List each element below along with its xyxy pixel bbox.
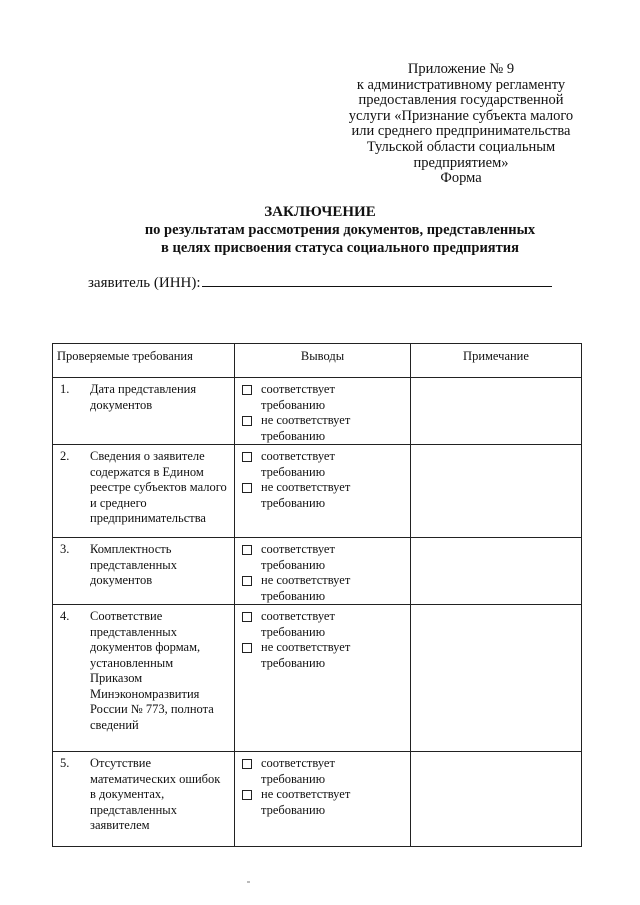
appendix-line: предоставления государственной (358, 92, 564, 109)
applicant-inn-blank[interactable] (202, 272, 552, 287)
document-subtitle (100, 222, 580, 257)
checkbox-icon[interactable] (242, 576, 252, 586)
applicant-field (88, 272, 552, 292)
conclusion-cell (235, 445, 411, 538)
table-row (53, 752, 582, 847)
option-meets[interactable] (235, 542, 410, 573)
note-cell[interactable] (411, 445, 582, 538)
appendix-header (330, 62, 592, 187)
requirement-cell (53, 752, 235, 847)
requirement-cell (53, 538, 235, 605)
checkbox-icon[interactable] (242, 452, 252, 462)
option-meets[interactable] (235, 756, 410, 787)
option-label: не соответствует требованию (261, 573, 351, 603)
option-label: не соответствует требованию (261, 640, 351, 670)
checkbox-icon[interactable] (242, 385, 252, 395)
appendix-form-label: Форма (440, 170, 482, 187)
appendix-line: Тульской области социальным (366, 138, 556, 155)
checkbox-icon[interactable] (242, 643, 252, 653)
requirement-text: Сведения о заявителе содержатся в Едином реестре субъектов малого и среднего предпринимательства (90, 449, 227, 525)
conclusion-cell (235, 378, 411, 445)
option-not-meets[interactable] (235, 480, 410, 511)
option-label: соответствует требованию (261, 756, 335, 786)
note-cell[interactable] (411, 605, 582, 752)
checkbox-icon[interactable] (242, 759, 252, 769)
subtitle-line-1: по результатам рассмотрения документов, представленных (144, 222, 536, 238)
option-label: не соответствует требованию (261, 413, 351, 443)
conclusion-cell (235, 752, 411, 847)
header-conclusions: Выводы (235, 344, 411, 378)
applicant-label: заявитель (ИНН): (88, 275, 201, 291)
checkbox-icon[interactable] (242, 790, 252, 800)
checkbox-icon[interactable] (242, 612, 252, 622)
option-label: соответствует требованию (261, 382, 335, 412)
appendix-line: Приложение № 9 (407, 61, 515, 77)
checkbox-icon[interactable] (242, 483, 252, 493)
row-number: 4. (60, 609, 70, 623)
appendix-line: услуги «Признание субъекта малого (348, 107, 574, 124)
note-cell[interactable] (411, 752, 582, 847)
note-cell[interactable] (411, 538, 582, 605)
option-label: соответствует требованию (261, 609, 335, 639)
option-not-meets[interactable] (235, 787, 410, 818)
header-notes: Примечание (411, 344, 582, 378)
conclusion-cell (235, 538, 411, 605)
checkbox-icon[interactable] (242, 416, 252, 426)
checkbox-icon[interactable] (242, 545, 252, 555)
row-number: 3. (60, 542, 70, 556)
document-title: ЗАКЛЮЧЕНИЕ (264, 204, 376, 220)
option-not-meets[interactable] (235, 640, 410, 671)
option-meets[interactable] (235, 609, 410, 640)
requirement-cell (53, 605, 235, 752)
option-meets[interactable] (235, 449, 410, 480)
option-label: соответствует требованию (261, 542, 335, 572)
requirement-text: Дата представления документов (90, 382, 197, 412)
row-number: 5. (60, 756, 70, 770)
header-requirements: Проверяемые требования (53, 344, 235, 378)
requirement-text: Соответствие представленных документов формам, установленным Приказом Минэкономразвития России № 773, полнота сведений (90, 609, 214, 732)
requirement-text: Комплектность представленных документов (90, 542, 177, 587)
appendix-line: предприятием» (413, 154, 509, 171)
table-row (53, 378, 582, 445)
subtitle-line-2: в целях присвоения статуса социального предприятия (161, 239, 519, 256)
appendix-line: к административному регламенту (356, 76, 566, 93)
table-row (53, 445, 582, 538)
row-number: 1. (60, 382, 70, 396)
note-cell[interactable] (411, 378, 582, 445)
requirement-cell (53, 445, 235, 538)
row-number: 2. (60, 449, 70, 463)
requirements-table (52, 343, 582, 847)
requirement-cell (53, 378, 235, 445)
table-row (53, 538, 582, 605)
table-row (53, 605, 582, 752)
scan-speck (247, 881, 250, 883)
table-header-row (53, 344, 582, 378)
option-label: не соответствует требованию (261, 480, 351, 510)
option-label: соответствует требованию (261, 449, 335, 479)
option-not-meets[interactable] (235, 573, 410, 604)
appendix-line: или среднего предпринимательства (351, 123, 571, 140)
option-label: не соответствует требованию (261, 787, 351, 817)
option-not-meets[interactable] (235, 413, 410, 444)
requirement-text: Отсутствие математических ошибок в документах, представленных заявителем (90, 756, 221, 832)
option-meets[interactable] (235, 382, 410, 413)
conclusion-cell (235, 605, 411, 752)
